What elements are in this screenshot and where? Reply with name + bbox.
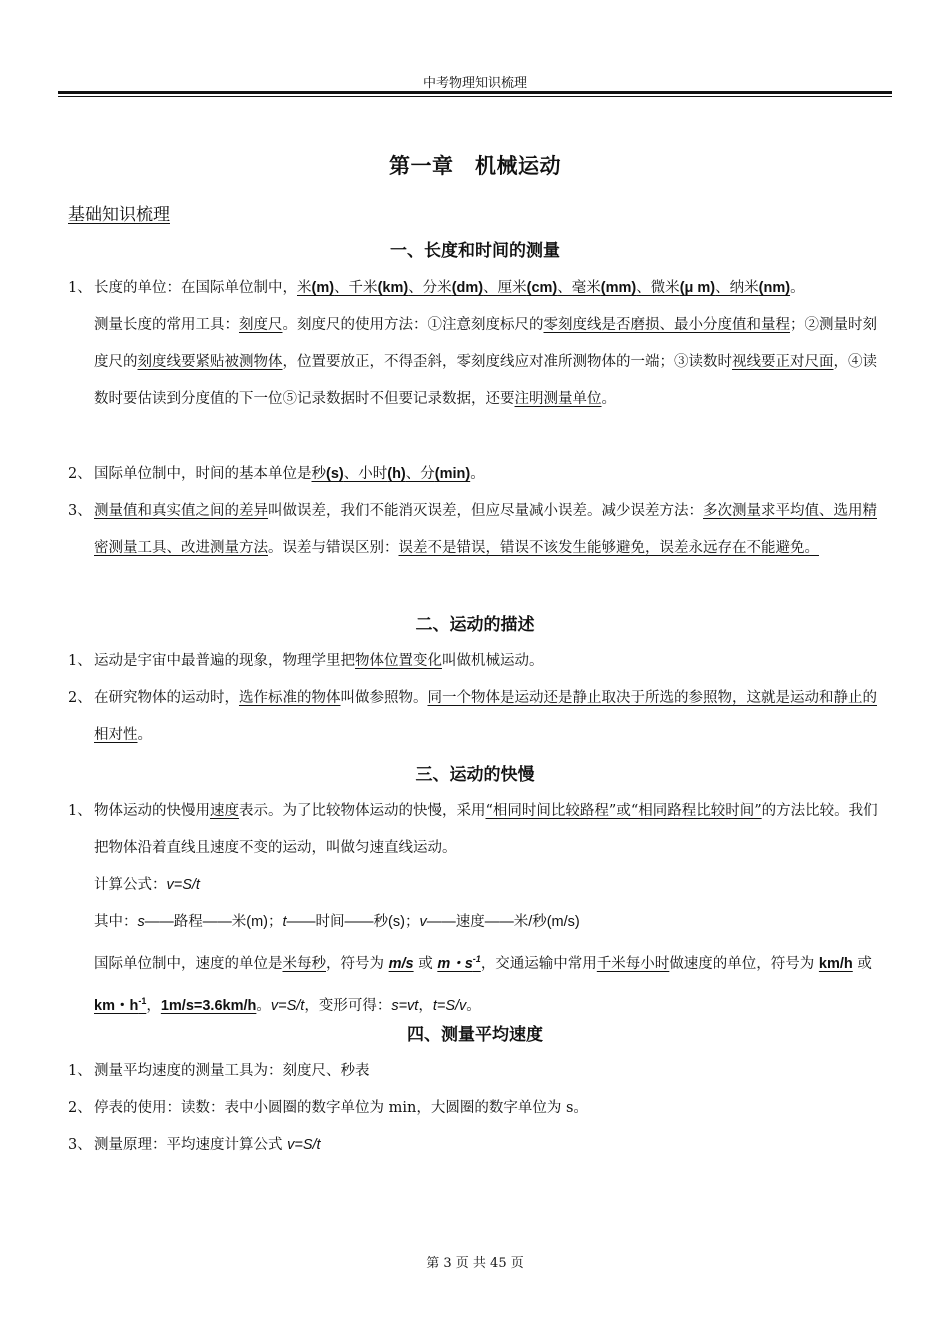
page-header: 中考物理知识梳理	[422, 76, 527, 91]
paragraph-time-units: 2、 国际单位制中，时间的基本单位是秒(s)、小时(h)、分(min)。	[68, 466, 485, 482]
paragraph-error: 3、 测量值和真实值之间的差异叫做误差，我们不能消灭误差，但应尽量减小误差。减少误差方法：多次测量求平均值、选用精密测量工具、改进测量方法。误差与错误区别：误差不是错误，错误不该发生能够避免，误差永远存在不能避免。	[68, 503, 877, 556]
length-units-list: 米(m)、千米(km)、分米(dm)、厘米(cm)、毫米(mm)、微米(μ m)、纳米(nm)	[297, 280, 791, 296]
paragraph-measuring-tools: 1、 测量平均速度的测量工具为：刻度尺、秒表	[68, 1063, 370, 1079]
section-title-speed: 三、运动的快慢	[415, 765, 535, 785]
paragraph-speed-formula: 计算公式：v=S/t	[94, 877, 200, 893]
paragraph-stopwatch: 2、 停表的使用：读数：表中小圆圈的数字单位为 min，大圆圈的数字单位为 s。	[68, 1100, 588, 1116]
section-title-length-time: 一、长度和时间的测量	[390, 241, 560, 261]
paragraph-mechanical-motion: 1、 运动是宇宙中最普遍的现象，物理学里把物体位置变化叫做机械运动。	[68, 653, 544, 669]
time-units-list: 秒(s)、小时(h)、分(min)	[311, 466, 471, 482]
paragraph-formula-terms: 其中：s——路程——米(m)；t——时间——秒(s)；v——速度——米/秒(m/s)	[94, 914, 580, 930]
paragraph-reference-object: 2、 在研究物体的运动时，选作标准的物体叫做参照物。同一个物体是运动还是静止取决于所选的参照物，这就是运动和静止的相对性。	[68, 690, 877, 743]
header-divider-thick	[58, 91, 892, 94]
section-title-motion-description: 二、运动的描述	[415, 615, 535, 635]
paragraph-principle: 3、 测量原理：平均速度计算公式 v=S/t	[68, 1137, 321, 1153]
header-divider-thin	[58, 96, 892, 97]
item-number: 1、	[68, 280, 92, 296]
paragraph-ruler-usage: 测量长度的常用工具：刻度尺。刻度尺的使用方法：①注意刻度标尺的零刻度线是否磨损、最小分度值和量程；②测量时刻度尺的刻度线要紧贴被测物体，位置要放正，不得歪斜，零刻度线应对准所测物体的一端；③读数时视线要正对尺面，④读数时要估读到分度值的下一位⑤记录数据时不但要记录数据，还要注明测量单位。	[94, 317, 877, 407]
paragraph-speed-units: 国际单位制中，速度的单位是米每秒，符号为 m/s 或 m・$s^{-1}$，交通运输中常用千米每小时做速度的单位，符号为 km/h 或 km・$h^{-1}$，1m/s=3.6km/h。v=S/t，变形可得：s=vt，t=S/v。	[94, 954, 872, 1014]
ruler-tool: 刻度尺	[239, 317, 283, 333]
chapter-title: 第一章 机械运动	[389, 153, 561, 178]
section-title-average-speed: 四、测量平均速度	[407, 1025, 543, 1045]
basic-knowledge-label: 基础知识梳理	[68, 205, 170, 225]
paragraph-speed-definition: 1、 物体运动的快慢用速度表示。为了比较物体运动的快慢，采用“相同时间比较路程”或“相同路程比较时间”的方法比较。我们把物体沿着直线且速度不变的运动，叫做匀速直线运动。	[68, 803, 878, 856]
page-footer: 第 3 页 共 45 页	[426, 1256, 524, 1271]
paragraph-length-units: 1、 长度的单位：在国际单位制中，米(m)、千米(km)、分米(dm)、厘米(cm)、毫米(mm)、微米(μ m)、纳米(nm)。	[68, 270, 886, 307]
